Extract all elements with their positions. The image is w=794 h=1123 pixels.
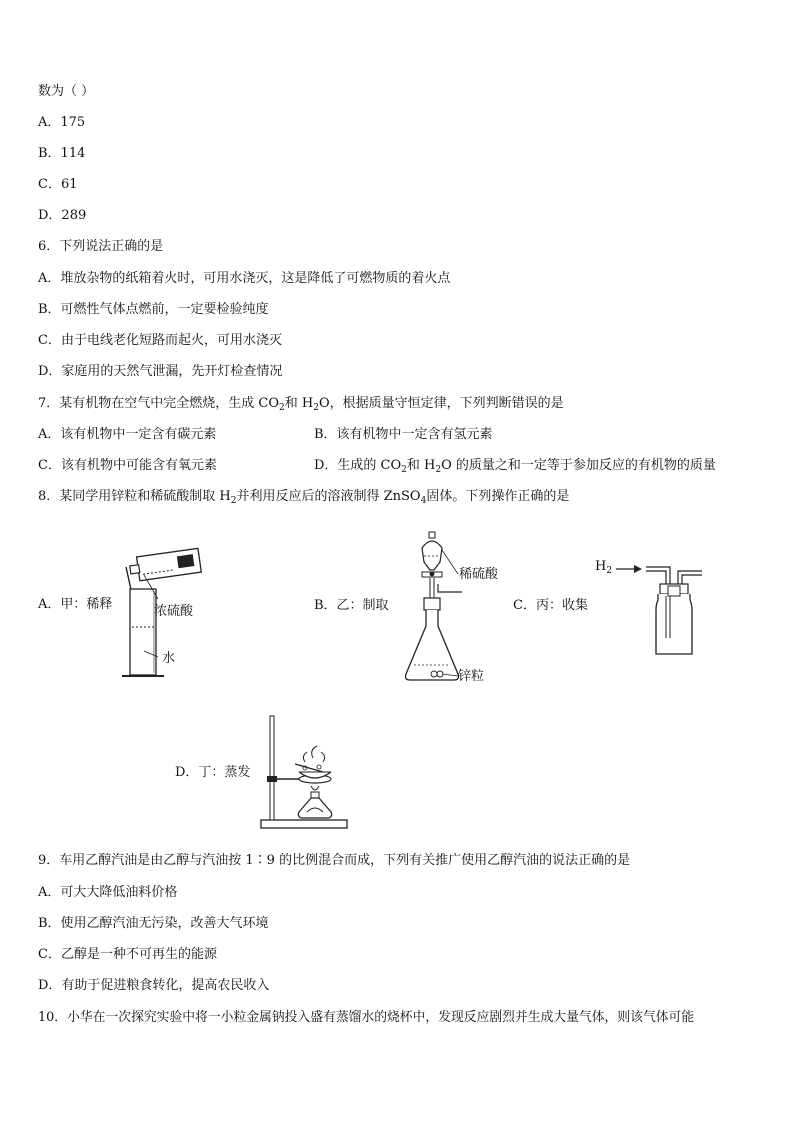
q7-stem: 7．某有机物在空气中完全燃烧，生成 $CO_2$和 $H_2O$，根据质量守恒定律，下列判断错误的是 — [38, 396, 564, 413]
q7-option-c: C．该有机物中可能含有氧元素 — [38, 458, 217, 473]
q8-option-d: D．丁：蒸发 — [175, 765, 251, 780]
q6-stem: 6．下列说法正确的是 — [38, 239, 164, 254]
q9-stem: 9．车用乙醇汽油是由乙醇与汽油按 1∶9 的比例混合而成，下列有关推广使用乙醇汽油的说法正确的是 — [38, 853, 631, 868]
q6-option-a: A．堆放杂物的纸箱着火时，可用水浇灭，这是降低了可燃物质的着火点 — [38, 271, 451, 286]
q7-option-b: B．该有机物中一定含有氢元素 — [314, 427, 493, 442]
q5-option-d: D．289 — [38, 208, 87, 223]
q5-option-a: A．175 — [38, 115, 86, 130]
gas-generation-apparatus-figure — [400, 530, 470, 685]
q5-option-c: C．61 — [38, 177, 78, 192]
q5-option-b: B．114 — [38, 146, 86, 161]
label-dilute-sulfuric-acid: 稀硫酸 — [459, 567, 499, 582]
q6-option-d: D．家庭用的天然气泄漏，先开灯检查情况 — [38, 364, 283, 379]
q8-stem: 8．某同学用锌粒和稀硫酸制取 $H_2$并利用反应后的溶液制得 ZnSO$_4$固体。下列操作正确的是 — [38, 489, 570, 506]
q8-option-a: A．甲：稀释 — [38, 597, 113, 612]
q8-option-b: B．乙：制取 — [314, 598, 389, 613]
q10-stem: 10．小华在一次探究实验中将一小粒金属钠投入盛有蒸馏水的烧杯中，发现反应剧烈并生成大量气体，则该气体可能 — [38, 1010, 695, 1025]
q9-option-b: B．使用乙醇汽油无污染，改善大气环境 — [38, 916, 269, 931]
label-concentrated-sulfuric-acid: 浓硫酸 — [154, 604, 194, 619]
q5-stem-tail: 数为（ ） — [38, 84, 95, 99]
label-hydrogen-gas: $H_2$ — [595, 559, 613, 576]
q9-option-d: D．有助于促进粮食转化，提高农民收入 — [38, 978, 270, 993]
label-zinc-granules: 锌粒 — [458, 669, 485, 684]
q7-option-a: A．该有机物中一定含有碳元素 — [38, 427, 217, 442]
q8-option-c: C．丙：收集 — [513, 598, 588, 613]
label-water: 水 — [162, 651, 176, 666]
q6-option-b: B．可燃性气体点燃前，一定要检验纯度 — [38, 302, 269, 317]
q6-option-c: C．由于电线老化短路而起火，可用水浇灭 — [38, 333, 282, 348]
q9-option-c: C．乙醇是一种不可再生的能源 — [38, 947, 217, 962]
q9-option-a: A．可大大降低油料价格 — [38, 885, 178, 900]
evaporation-apparatus-figure — [255, 712, 355, 832]
q7-option-d: D．生成的 $CO_2$和 $H_2O$ 的质量之和一定等于参加反应的有机物的质量 — [314, 458, 716, 475]
